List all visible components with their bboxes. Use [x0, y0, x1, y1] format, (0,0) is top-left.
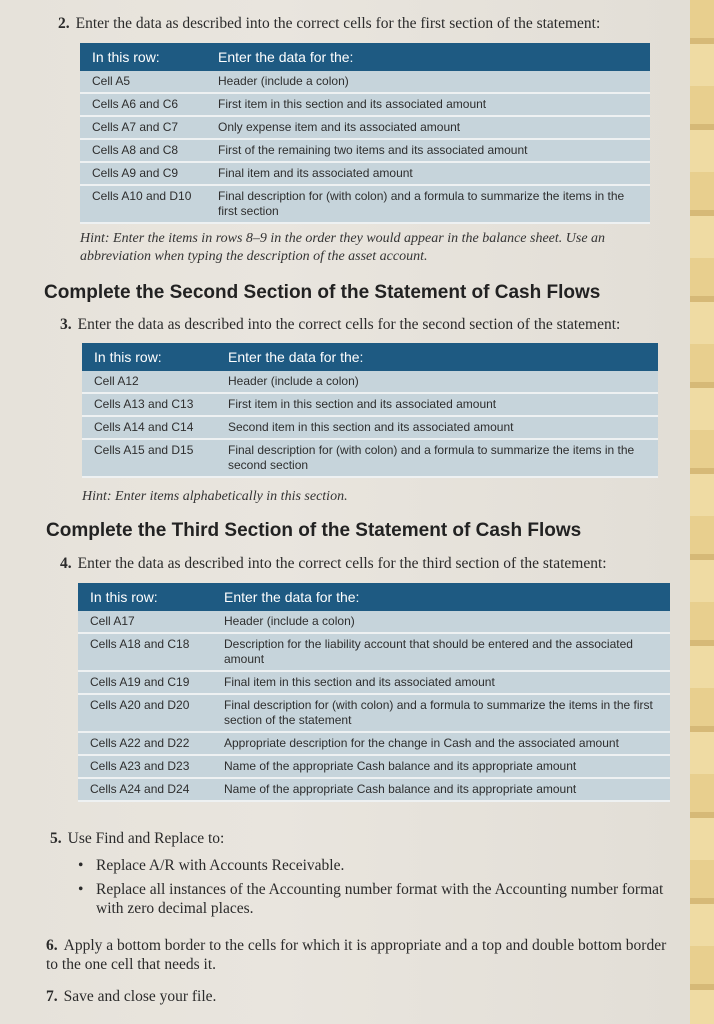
table-cell: Cells A8 and C8: [80, 139, 206, 162]
table-cell: Header (include a colon): [206, 71, 650, 93]
step-number: 4.: [60, 555, 72, 572]
step-number: 7.: [46, 988, 58, 1005]
column-header: Enter the data for the:: [212, 583, 670, 611]
table-cell: Name of the appropriate Cash balance and its appropriate amount: [212, 755, 670, 778]
table-cell: Cell A12: [82, 371, 216, 393]
table-cell: First item in this section and its associated amount: [216, 393, 658, 416]
step-text: Save and close your file.: [63, 988, 217, 1005]
table-row: [78, 671, 670, 694]
bullet-item: • Replace all instances of the Accounting number format with the Accounting number format with zero decimal places.: [78, 880, 678, 918]
section-heading-3: Complete the Third Section of the Statement of Cash Flows: [46, 520, 582, 541]
table-header-row: [78, 583, 670, 611]
table-cell: Cell A17: [78, 611, 212, 633]
table-section-1: [80, 43, 650, 224]
table-row: [82, 371, 658, 393]
column-header: Enter the data for the:: [216, 343, 658, 371]
table-cell: Final description for (with colon) and a formula to summarize the items in the first section: [206, 185, 650, 223]
step-4: [60, 554, 680, 573]
table-cell: Description for the liability account that should be entered and the associated amount: [212, 633, 670, 671]
table-row: [82, 416, 658, 439]
table-cell: Cells A14 and C14: [82, 416, 216, 439]
table-cell: Final item in this section and its associated amount: [212, 671, 670, 694]
table-header-row: [82, 343, 658, 371]
step-number: 5.: [50, 830, 62, 847]
table-cell: Second item in this section and its associated amount: [216, 416, 658, 439]
hint-2: Hint: Enter items alphabetically in this section.: [82, 489, 348, 504]
column-header: In this row:: [82, 343, 216, 371]
step-text: Enter the data as described into the correct cells for the third section of the statement:: [77, 555, 607, 572]
table-cell: Cells A10 and D10: [80, 185, 206, 223]
table-cell: Cells A15 and D15: [82, 439, 216, 477]
table-row: [80, 116, 650, 139]
table-cell: Cells A23 and D23: [78, 755, 212, 778]
step-2: [58, 14, 678, 33]
bullet-item: • Replace A/R with Accounts Receivable.: [78, 856, 678, 875]
table-cell: Cells A6 and C6: [80, 93, 206, 116]
step-number: 3.: [60, 316, 72, 333]
table-cell: Cells A24 and D24: [78, 778, 212, 801]
step-6: [46, 936, 676, 974]
table-row: [80, 139, 650, 162]
step-7: [46, 987, 666, 1006]
table-row: [80, 185, 650, 223]
step-text: Use Find and Replace to:: [67, 830, 225, 847]
table-section-2: [82, 343, 658, 478]
table-cell: Cells A13 and C13: [82, 393, 216, 416]
table-cell: First item in this section and its associated amount: [206, 93, 650, 116]
page-edge-tabs: [690, 0, 714, 1024]
table-header-row: [80, 43, 650, 71]
table-cell: Cell A5: [80, 71, 206, 93]
table-cell: Cells A18 and C18: [78, 633, 212, 671]
step-number: 2.: [58, 15, 70, 32]
step-number: 6.: [46, 937, 58, 954]
table-row: [78, 755, 670, 778]
table-cell: Name of the appropriate Cash balance and its appropriate amount: [212, 778, 670, 801]
table-row: [80, 71, 650, 93]
table-row: [78, 611, 670, 633]
table-row: [78, 778, 670, 801]
table-row: [78, 633, 670, 671]
table-cell: Only expense item and its associated amount: [206, 116, 650, 139]
step-5-bullets: [78, 856, 678, 923]
table-row: [80, 162, 650, 185]
section-heading-2: Complete the Second Section of the Statement of Cash Flows: [44, 282, 601, 303]
step-3: [60, 315, 680, 334]
table-cell: Header (include a colon): [216, 371, 658, 393]
table-cell: Final item and its associated amount: [206, 162, 650, 185]
table-row: [78, 732, 670, 755]
hint-1: Hint: Enter the items in rows 8–9 in the order they would appear in the balance sheet. Use an abbreviation when typing the description of the asset account.: [80, 231, 606, 264]
table-section-3: [78, 583, 670, 802]
table-cell: Cells A7 and C7: [80, 116, 206, 139]
table-cell: Cells A9 and C9: [80, 162, 206, 185]
column-header: Enter the data for the:: [206, 43, 650, 71]
column-header: In this row:: [78, 583, 212, 611]
step-text: Enter the data as described into the correct cells for the second section of the statement:: [77, 316, 621, 333]
table-row: [80, 93, 650, 116]
table-cell: Appropriate description for the change in Cash and the associated amount: [212, 732, 670, 755]
column-header: In this row:: [80, 43, 206, 71]
table-cell: Cells A19 and C19: [78, 671, 212, 694]
table-row: [78, 694, 670, 732]
table-cell: Final description for (with colon) and a formula to summarize the items in the second section: [216, 439, 658, 477]
step-text: Apply a bottom border to the cells for which it is appropriate and a top and double bottom border to the one cell that needs it.: [46, 937, 667, 973]
table-row: [82, 393, 658, 416]
table-cell: Header (include a colon): [212, 611, 670, 633]
step-text: Enter the data as described into the correct cells for the first section of the statement:: [75, 15, 601, 32]
table-row: [82, 439, 658, 477]
table-cell: Cells A22 and D22: [78, 732, 212, 755]
table-cell: Final description for (with colon) and a formula to summarize the items in the first section of the statement: [212, 694, 670, 732]
table-cell: First of the remaining two items and its associated amount: [206, 139, 650, 162]
table-cell: Cells A20 and D20: [78, 694, 212, 732]
step-5: [50, 829, 670, 848]
